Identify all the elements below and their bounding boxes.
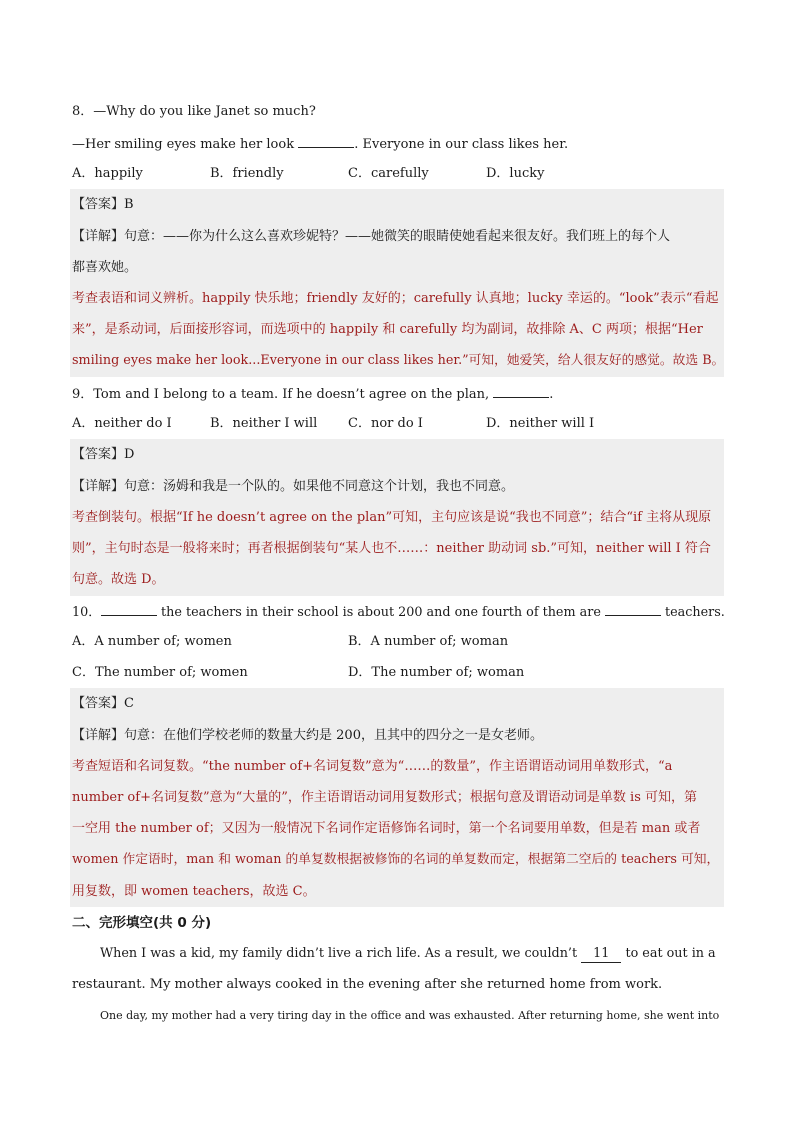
q9-option-a: A．neither do I: [72, 416, 172, 431]
q10-detail-text: 句意：在他们学校老师的数量大约是 200，且其中的四分之一是女老师。: [124, 728, 543, 743]
q8-option-c: C．carefully: [348, 166, 429, 181]
q9-option-c: C．nor do I: [348, 416, 423, 431]
q8-option-a: A．happily: [72, 166, 143, 181]
q9-detail-text: 句意：汤姆和我是一个队的。如果他不同意这个计划，我也不同意。: [124, 479, 515, 494]
q8-stem: 8．—Why do you like Janet so much?: [72, 104, 316, 119]
cloze-paragraph-2: One day, my mother had a very tiring day in the office and was exhausted. After returning home, she went into: [100, 1009, 720, 1022]
q8-analysis-line: smiling eyes make her look...Everyone in our class likes her.”可知，她爱笑，给人很友好的感觉。故选 B。: [72, 353, 725, 368]
cloze-paragraph-1-cont: restaurant. My mother always cooked in the evening after she returned home from work.: [72, 977, 663, 992]
q10-analysis-line: women 作定语时，man 和 woman 的单复数根据被修饰的名词的单复数而定，根据第二空后的 teachers 可知，: [72, 852, 720, 867]
q8-line2-b: . Everyone in our class likes her.: [354, 137, 569, 152]
cloze-p1-a: When I was a kid, my family didn’t live a rich life. As a result, we couldn’t: [100, 946, 582, 961]
q10-analysis-line: 用复数，即 women teachers，故选 C。: [72, 884, 316, 899]
q10-answer-value: C: [124, 696, 134, 711]
q10-answer: [72, 694, 724, 714]
q9-answer-value: D: [124, 447, 135, 462]
q9-option-d: D．neither will I: [486, 416, 595, 431]
q9-analysis-line: 则”，主句时态是一般将来时；再者根据倒装句“某人也不……：neither 助动词 sb.”可知，neither will I 符合: [72, 541, 711, 556]
q8-option-b: B．friendly: [210, 166, 284, 181]
cloze-p1-b: to eat out in a: [621, 946, 716, 961]
q10-stem-c: teachers.: [660, 605, 725, 620]
q8-line2-a: —Her smiling eyes make her look: [72, 137, 299, 152]
q10-analysis-line: number of+名词复数”意为“大量的”，作主语谓语动词用复数形式；根据句意及谓语动词是单数 is 可知，第: [72, 790, 697, 805]
q9-detail: [72, 477, 724, 497]
q10-stem: [72, 601, 724, 623]
q10-option-c: C．The number of; women: [72, 665, 248, 680]
q8-analysis-line: 来”，是系动词，后面接形容词，而选项中的 happily 和 carefully 均为副词，故排除 A、C 两项；根据“Her: [72, 322, 703, 337]
q9-answer-blank: [493, 383, 549, 398]
q8-detail-text: 句意：——你为什么这么喜欢珍妮特？——她微笑的眼睛使她看起来很友好。我们班上的每个人: [124, 229, 671, 244]
q8-option-d: D．lucky: [486, 166, 545, 181]
q10-analysis-line: 一空用 the number of；又因为一般情况下名词作定语修饰名词时，第一个名词要用单数，但是若 man 或者: [72, 821, 701, 836]
q9-analysis-line: 句意。故选 D。: [72, 572, 165, 587]
q8-analysis-line: 考查表语和词义辨析。happily 快乐地；friendly 友好的；carefully 认真地；lucky 幸运的。“look”表示“看起: [72, 291, 719, 306]
q9-options: [72, 414, 724, 434]
q10-stem-a: 10．: [72, 605, 101, 620]
q9-analysis-line: 考查倒装句。根据“If he doesn’t agree on the plan”可知，主句应该是说“我也不同意”；结合“if 主将从现原: [72, 510, 712, 525]
q8-answer-panel: [70, 189, 724, 377]
q8-answer-blank: [298, 133, 354, 148]
q8-answer-value: B: [124, 197, 134, 212]
q9-stem-b: .: [549, 387, 554, 402]
q10-detail: [72, 726, 724, 746]
q8-detail: [72, 227, 724, 247]
q10-option-a: A．A number of; women: [72, 634, 232, 649]
q10-detail-tag: 【详解】: [72, 728, 125, 743]
q8-dialog-line: [72, 133, 724, 155]
q9-option-b: B．neither I will: [210, 416, 318, 431]
q9-stem: [72, 383, 724, 405]
q10-option-d: D．The number of; woman: [348, 665, 525, 680]
q8-detail-tag: 【详解】: [72, 229, 125, 244]
cloze-blank-11: 11: [581, 946, 621, 963]
q10-stem-b: the teachers in their school is about 200 and one fourth of them are: [156, 605, 605, 620]
q10-blank-1: [101, 601, 157, 616]
q10-options-row1: [72, 632, 724, 652]
q10-blank-2: [605, 601, 661, 616]
q8-answer-tag: 【答案】: [72, 197, 125, 212]
q10-option-b: B．A number of; woman: [348, 634, 509, 649]
q10-options-row2: [72, 663, 724, 683]
q9-answer-tag: 【答案】: [72, 447, 125, 462]
q10-answer-tag: 【答案】: [72, 696, 125, 711]
q8-answer: [72, 195, 724, 215]
q10-analysis-line: 考查短语和名词复数。“the number of+名词复数”意为“……的数量”，作主语谓语动词用单数形式，“a: [72, 759, 673, 774]
q8-options: [72, 164, 724, 184]
q9-stem-a: 9．Tom and I belong to a team. If he doesn’t agree on the plan,: [72, 387, 494, 402]
section-heading: 二、完形填空(共 0 分): [72, 915, 212, 931]
q9-detail-tag: 【详解】: [72, 479, 125, 494]
q9-answer: [72, 445, 724, 465]
cloze-paragraph-1: [100, 944, 724, 964]
q8-detail-cont: 都喜欢她。: [72, 260, 138, 275]
